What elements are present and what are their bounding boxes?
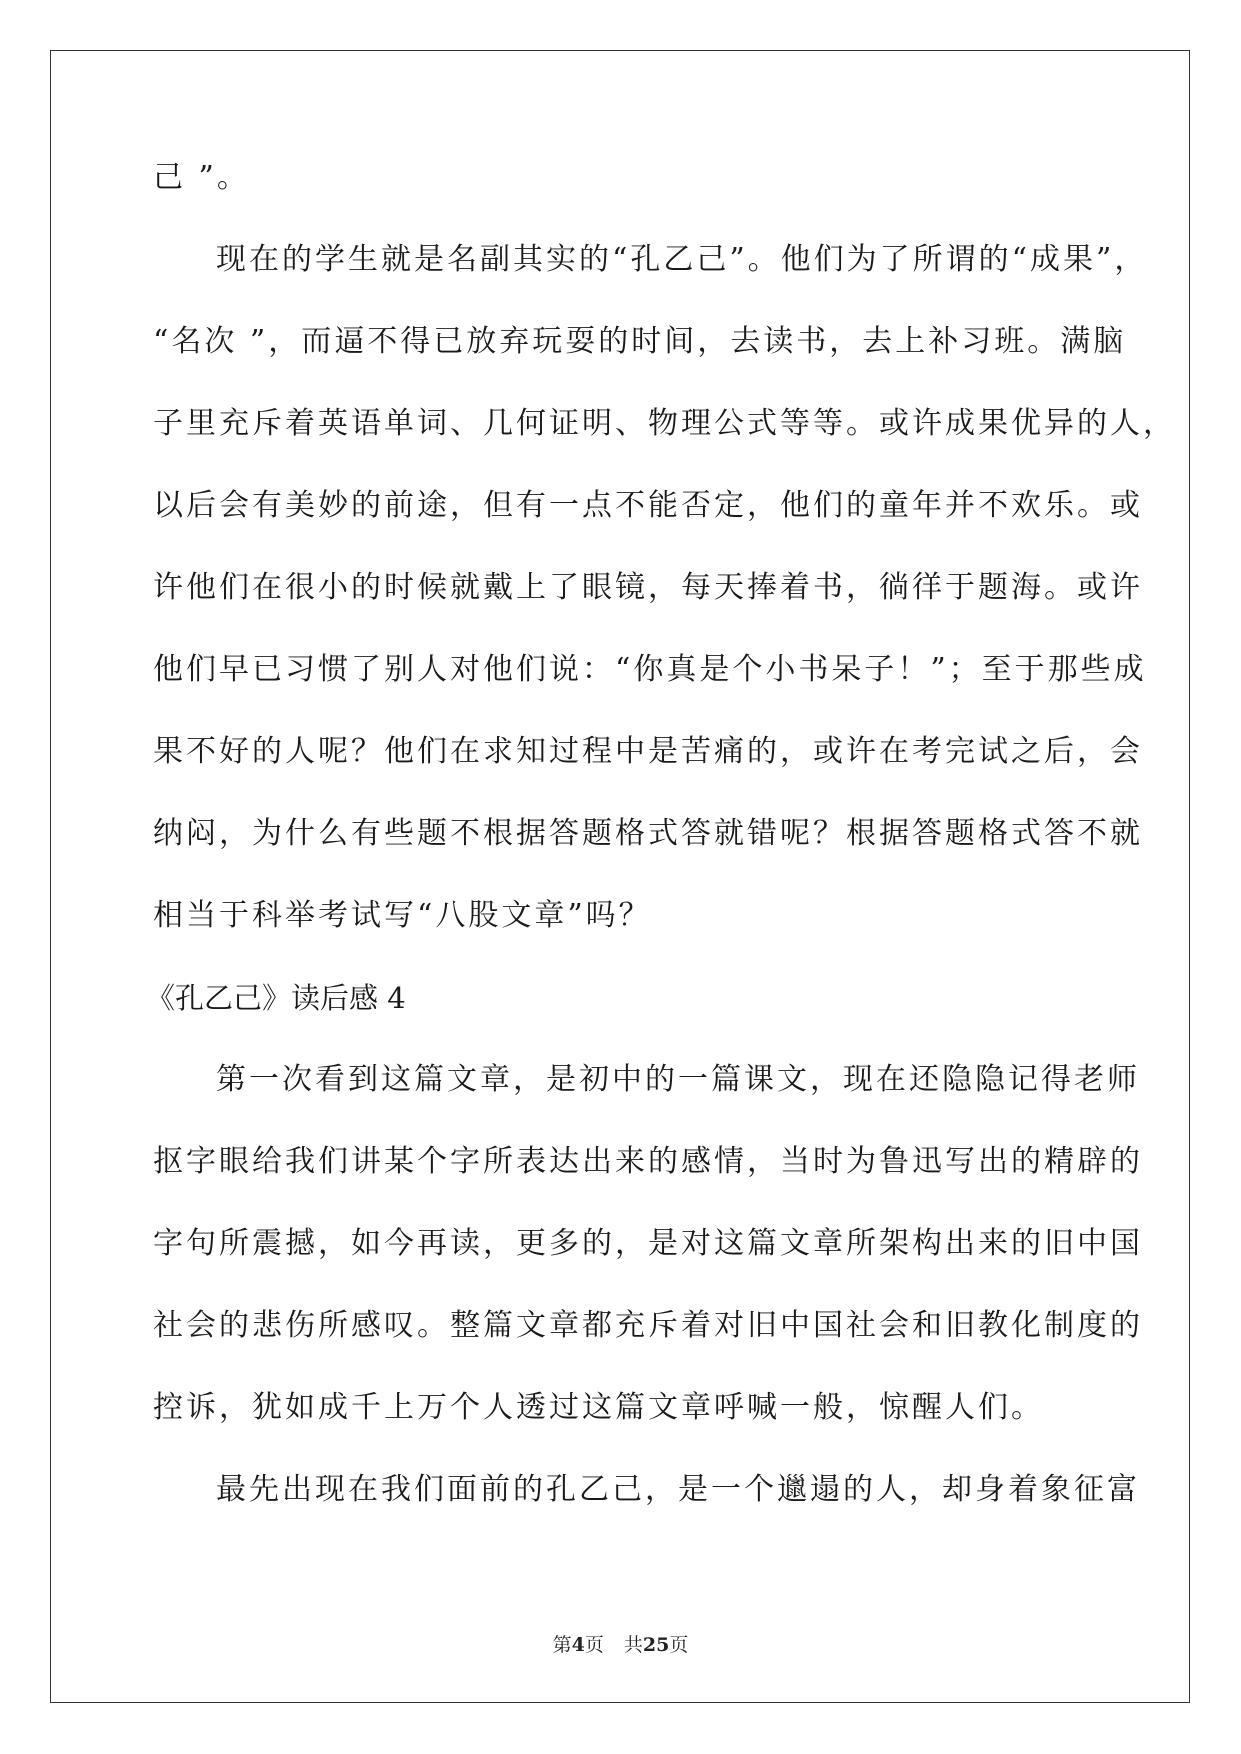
text-line: 许他们在很小的时候就戴上了眼镜，每天捧着书，徜徉于题海。或许 — [153, 570, 1143, 605]
section-heading: 《孔乙己》读后感 4 — [146, 981, 406, 1015]
text-line: 以后会有美妙的前途，但有一点不能否定，他们的童年并不欢乐。或 — [153, 488, 1143, 523]
footer-total-prefix: 共 — [623, 1634, 643, 1656]
paragraph-start-line: 现在的学生就是名副其实的“孔乙己”。他们为了所谓的“成果”， — [216, 242, 1148, 277]
text-line: 控诉，犹如成千上万个人透过这篇文章呼喊一般，惊醒人们。 — [153, 1390, 1044, 1425]
text-line: 纳闷，为什么有些题不根据答题格式答就错呢？根据答题格式答不就 — [153, 816, 1143, 851]
page-footer — [0, 1630, 1241, 1657]
document-body — [146, 160, 1176, 1557]
text-line: 抠字眼给我们讲某个字所表达出来的感情，当时为鲁迅写出的精辟的 — [153, 1144, 1143, 1179]
paragraph-start-line: 第一次看到这篇文章，是初中的一篇课文，现在还隐隐记得老师 — [216, 1062, 1140, 1097]
text-line: “名次 ”，而逼不得已放弃玩耍的时间，去读书，去上补习班。满脑 — [153, 324, 1127, 359]
paragraph-start-line: 最先出现在我们面前的孔乙己，是一个邋遢的人，却身着象征富 — [216, 1472, 1140, 1507]
page-number: 4 — [571, 1634, 585, 1656]
text-line: 相当于科举考试写“八股文章”吗？ — [153, 898, 652, 933]
text-line: 己 ”。 — [153, 160, 250, 195]
footer-total-suffix: 页 — [669, 1634, 689, 1656]
footer-prefix: 第 — [552, 1634, 572, 1656]
text-line: 社会的悲伤所感叹。整篇文章都充斥着对旧中国社会和旧教化制度的 — [153, 1308, 1143, 1343]
text-line: 子里充斥着英语单词、几何证明、物理公式等等。或许成果优异的人， — [153, 406, 1176, 441]
text-line: 果不好的人呢？他们在求知过程中是苦痛的，或许在考完试之后，会 — [153, 734, 1143, 769]
footer-page-suffix: 页 — [584, 1634, 604, 1656]
total-pages: 25 — [642, 1634, 670, 1656]
text-line: 字句所震撼，如今再读，更多的，是对这篇文章所架构出来的旧中国 — [153, 1226, 1143, 1261]
text-line: 他们早已习惯了别人对他们说：“你真是个小书呆子！”；至于那些成 — [153, 652, 1147, 687]
